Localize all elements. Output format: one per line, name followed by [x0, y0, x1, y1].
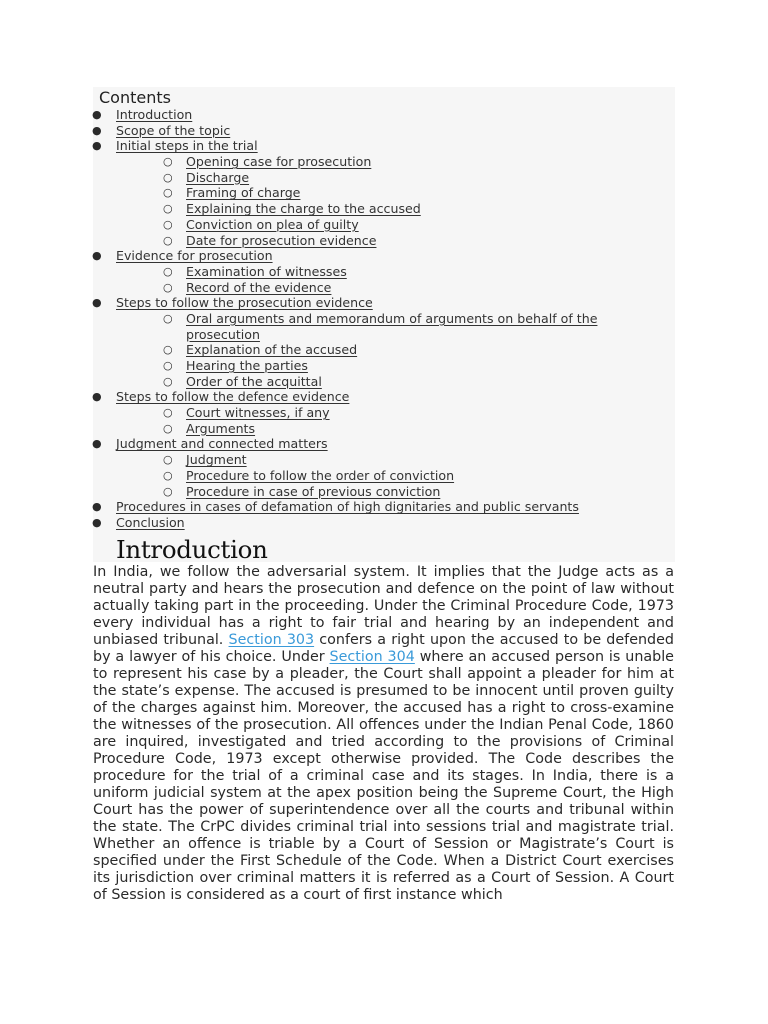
toc-link-date-evidence[interactable]: Date for prosecution evidence: [186, 232, 377, 248]
contents-title: Contents: [99, 88, 171, 107]
circle-bullet-icon: ○: [163, 374, 173, 388]
circle-bullet-icon: ○: [163, 343, 173, 357]
circle-bullet-icon: ○: [163, 484, 173, 498]
toc-item: [0, 484, 768, 500]
toc-link-evidence-prosecution[interactable]: Evidence for prosecution: [116, 248, 273, 264]
toc-link-order-acquittal[interactable]: Order of the acquittal: [186, 373, 322, 389]
circle-bullet-icon: ○: [163, 170, 173, 184]
section-304-link[interactable]: Section 304: [329, 649, 415, 665]
contents-list: [0, 107, 768, 531]
toc-link-court-witnesses[interactable]: Court witnesses, if any: [186, 405, 330, 421]
bullet-icon: ●: [92, 390, 102, 404]
toc-item: [0, 389, 768, 405]
bullet-icon: ●: [92, 108, 102, 121]
toc-link-conclusion[interactable]: Conclusion: [116, 514, 185, 530]
toc-link-conviction-plea[interactable]: Conviction on plea of guilty: [186, 216, 359, 232]
toc-link-scope[interactable]: Scope of the topic: [116, 122, 231, 138]
toc-item: [0, 342, 768, 358]
toc-link-arguments[interactable]: Arguments: [186, 420, 256, 436]
circle-bullet-icon: ○: [163, 264, 173, 278]
section-heading-introduction: Introduction: [116, 535, 268, 564]
toc-link-initial-steps[interactable]: Initial steps in the trial: [116, 138, 258, 154]
toc-link-opening-case[interactable]: Opening case for prosecution: [186, 154, 372, 170]
toc-link-defamation[interactable]: Procedures in cases of defamation of high dignitaries and public servants: [116, 499, 579, 515]
toc-link-examination-witnesses[interactable]: Examination of witnesses: [186, 263, 347, 279]
toc-item: [0, 170, 768, 186]
toc-item: [0, 499, 768, 515]
toc-item: [0, 185, 768, 201]
toc-link-steps-defence[interactable]: Steps to follow the defence evidence: [116, 389, 350, 405]
toc-item: [0, 358, 768, 374]
toc-link-discharge[interactable]: Discharge: [186, 169, 250, 185]
bullet-icon: ●: [92, 515, 102, 529]
circle-bullet-icon: ○: [163, 186, 173, 200]
section-303-link[interactable]: Section 303: [228, 632, 315, 648]
circle-bullet-icon: ○: [163, 453, 173, 467]
introduction-paragraph: [93, 564, 674, 904]
toc-item: [0, 452, 768, 468]
toc-item: [0, 248, 768, 264]
toc-item: [0, 233, 768, 249]
toc-link-order-conviction[interactable]: Procedure to follow the order of conviction: [186, 467, 455, 483]
circle-bullet-icon: ○: [163, 359, 173, 373]
toc-item: [0, 405, 768, 421]
circle-bullet-icon: ○: [163, 421, 173, 435]
circle-bullet-icon: ○: [163, 311, 173, 325]
toc-link-judgment-matters[interactable]: Judgment and connected matters: [116, 436, 328, 452]
toc-item: [0, 107, 768, 123]
toc-item: [0, 154, 768, 170]
toc-item: [0, 421, 768, 437]
toc-link-steps-prosecution[interactable]: Steps to follow the prosecution evidence: [116, 295, 373, 311]
toc-link-oral-arguments[interactable]: Oral arguments and memorandum of arguments on behalf of the prosecution: [186, 310, 598, 342]
toc-link-framing-charge[interactable]: Framing of charge: [186, 185, 301, 201]
bullet-icon: ●: [92, 500, 102, 514]
paragraph-text: confers a right upon the accused to be defended by a lawyer of his choice. Under: [93, 632, 675, 665]
circle-bullet-icon: ○: [163, 155, 173, 169]
toc-item: [0, 123, 768, 139]
toc-item: [0, 138, 768, 154]
toc-item: [0, 311, 626, 342]
bullet-icon: ●: [92, 139, 102, 153]
toc-link-previous-conviction[interactable]: Procedure in case of previous conviction: [186, 483, 441, 499]
circle-bullet-icon: ○: [163, 233, 173, 247]
toc-item: [0, 217, 768, 233]
toc-item: [0, 295, 768, 311]
toc-link-record-evidence[interactable]: Record of the evidence: [186, 279, 332, 295]
toc-link-introduction[interactable]: Introduction: [116, 107, 193, 122]
toc-link-explanation-accused[interactable]: Explanation of the accused: [186, 342, 358, 358]
circle-bullet-icon: ○: [163, 202, 173, 216]
paragraph-text: In India, we follow the adversarial system. It implies that the Judge acts as a neutral party and hears the prosecution and defence on the point of law without actually taking part in the proceeding. Under the Criminal Procedure Code, 1973 every individual has a right to fair trial and hearing by an independent and unbiased tribunal.: [93, 564, 674, 648]
bullet-icon: ●: [92, 296, 102, 310]
paragraph-text: where an accused person is unable to represent his case by a pleader, the Court shall appoint a pleader for him at the state’s expense. The accused is presumed to be innocent until proven guilty of the charges against him. Moreover, the accused has a right to cross-examine the witnesses of the prosecution. All offences under the Indian Penal Code, 1860 are inquired, investigated and tried according to the provisions of Criminal Procedure Code, 1973 except otherwise provided. The Code describes the procedure for the trial of a criminal case and its stages. In India, there is a uniform judicial system at the apex position being the Supreme Court, the High Court has the power of superintendence over all the courts and tribunal within the state. The CrPC divides criminal trial into sessions trial and magistrate trial. Whether an offence is triable by a Court of Session or Magistrate’s Court is specified under the First Schedule of the Code. When a District Court exercises its jurisdiction over criminal matters it is referred as a Court of Session. A Court of Session is considered as a court of first instance which: [93, 649, 674, 903]
toc-item: [0, 468, 768, 484]
toc-item: [0, 374, 768, 390]
toc-link-explaining-charge[interactable]: Explaining the charge to the accused: [186, 201, 421, 217]
toc-item: [0, 201, 768, 217]
bullet-icon: ●: [92, 123, 102, 137]
toc-item: [0, 515, 768, 531]
bullet-icon: ●: [92, 437, 102, 451]
circle-bullet-icon: ○: [163, 217, 173, 231]
toc-item: [0, 280, 768, 296]
toc-link-judgment[interactable]: Judgment: [186, 452, 247, 468]
circle-bullet-icon: ○: [163, 406, 173, 420]
circle-bullet-icon: ○: [163, 280, 173, 294]
toc-link-hearing-parties[interactable]: Hearing the parties: [186, 358, 308, 374]
bullet-icon: ●: [92, 249, 102, 263]
toc-item: [0, 436, 768, 452]
circle-bullet-icon: ○: [163, 468, 173, 482]
toc-item: [0, 264, 768, 280]
